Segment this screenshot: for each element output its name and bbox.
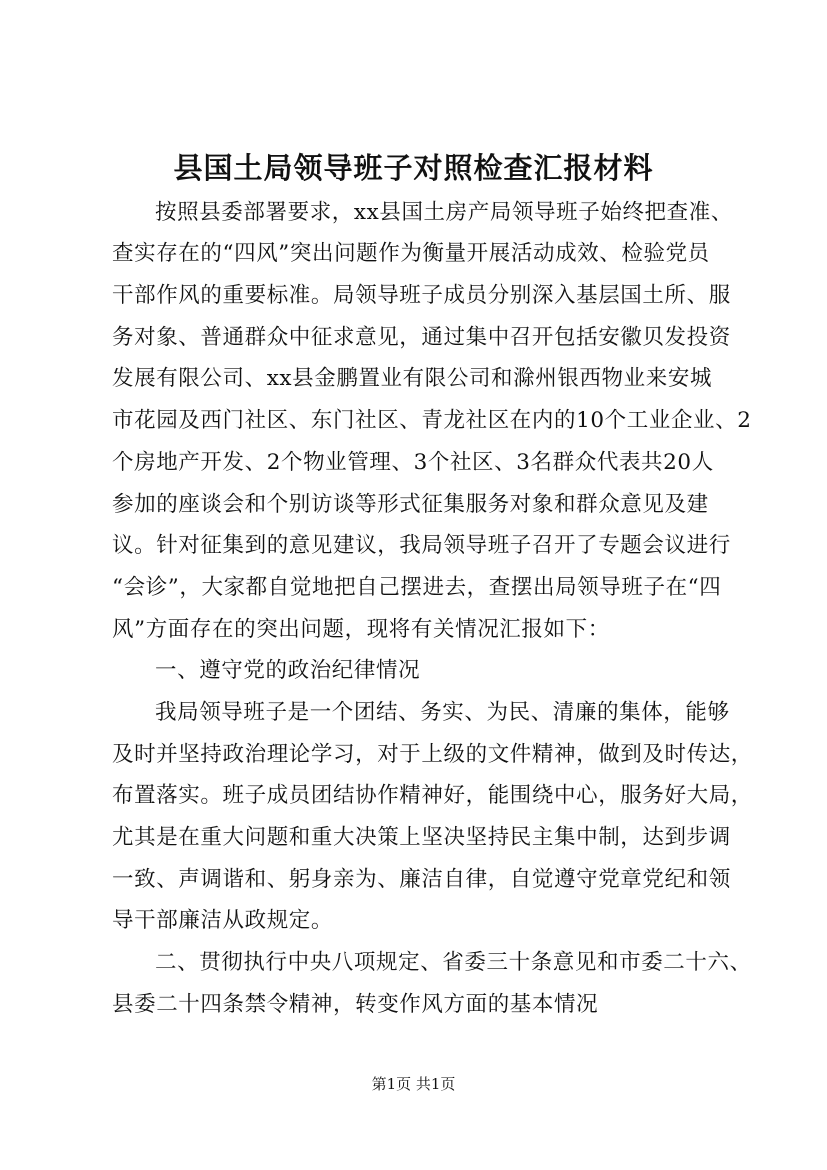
paragraph-line: 查实存在的“四风”突出问题作为衡量开展活动成效、检验党员 <box>112 241 710 266</box>
section-heading: 一、遵守党的政治纪律情况 <box>155 658 421 683</box>
paragraph-line: “会诊”，大家都自觉地把自己摆进去，查摆出局领导班子在“四 <box>112 575 722 600</box>
paragraph-line: 风”方面存在的突出问题，现将有关情况汇报如下： <box>112 617 610 642</box>
paragraph-line: 一致、声调谐和、躬身亲为、廉洁自律，自觉遵守党章党纪和领 <box>112 867 731 892</box>
paragraph-line: 及时并坚持政治理论学习，对于上级的文件精神，做到及时传达， <box>112 742 753 767</box>
paragraph-line: 个房地产开发、2个物业管理、3个社区、3名群众代表共20人 <box>112 450 714 475</box>
section-heading: 县委二十四条禁令精神，转变作风方面的基本情况 <box>112 992 599 1017</box>
paragraph-line: 尤其是在重大问题和重大决策上坚决坚持民主集中制，达到步调 <box>112 825 731 850</box>
paragraph-line: 导干部廉洁从政规定。 <box>112 908 334 933</box>
paragraph-line: 参加的座谈会和个别访谈等形式征集服务对象和群众意见及建 <box>112 492 709 517</box>
paragraph-line: 发展有限公司、xx县金鹏置业有限公司和滁州银西物业来安城 <box>112 366 713 391</box>
paragraph-line: 布置落实。班子成员团结协作精神好，能围绕中心，服务好大局， <box>112 783 753 808</box>
section-heading: 二、贯彻执行中央八项规定、省委三十条意见和市委二十六、 <box>155 950 752 975</box>
paragraph-line: 按照县委部署要求，xx县国土房产局领导班子始终把查准、 <box>155 200 733 225</box>
page-number: 第1页 共1页 <box>371 1075 456 1093</box>
document-title: 县国土局领导班子对照检查汇报材料 <box>173 151 654 185</box>
paragraph-line: 我局领导班子是一个团结、务实、为民、清廉的集体，能够 <box>155 700 730 725</box>
paragraph-line: 议。针对征集到的意见建议，我局领导班子召开了专题会议进行 <box>112 533 731 558</box>
paragraph-line: 务对象、普通群众中征求意见，通过集中召开包括安徽贝发投资 <box>112 325 731 350</box>
paragraph-line: 干部作风的重要标准。局领导班子成员分别深入基层国土所、服 <box>112 283 731 308</box>
paragraph-line: 市花园及西门社区、东门社区、青龙社区在内的10个工业企业、2 <box>112 408 752 433</box>
